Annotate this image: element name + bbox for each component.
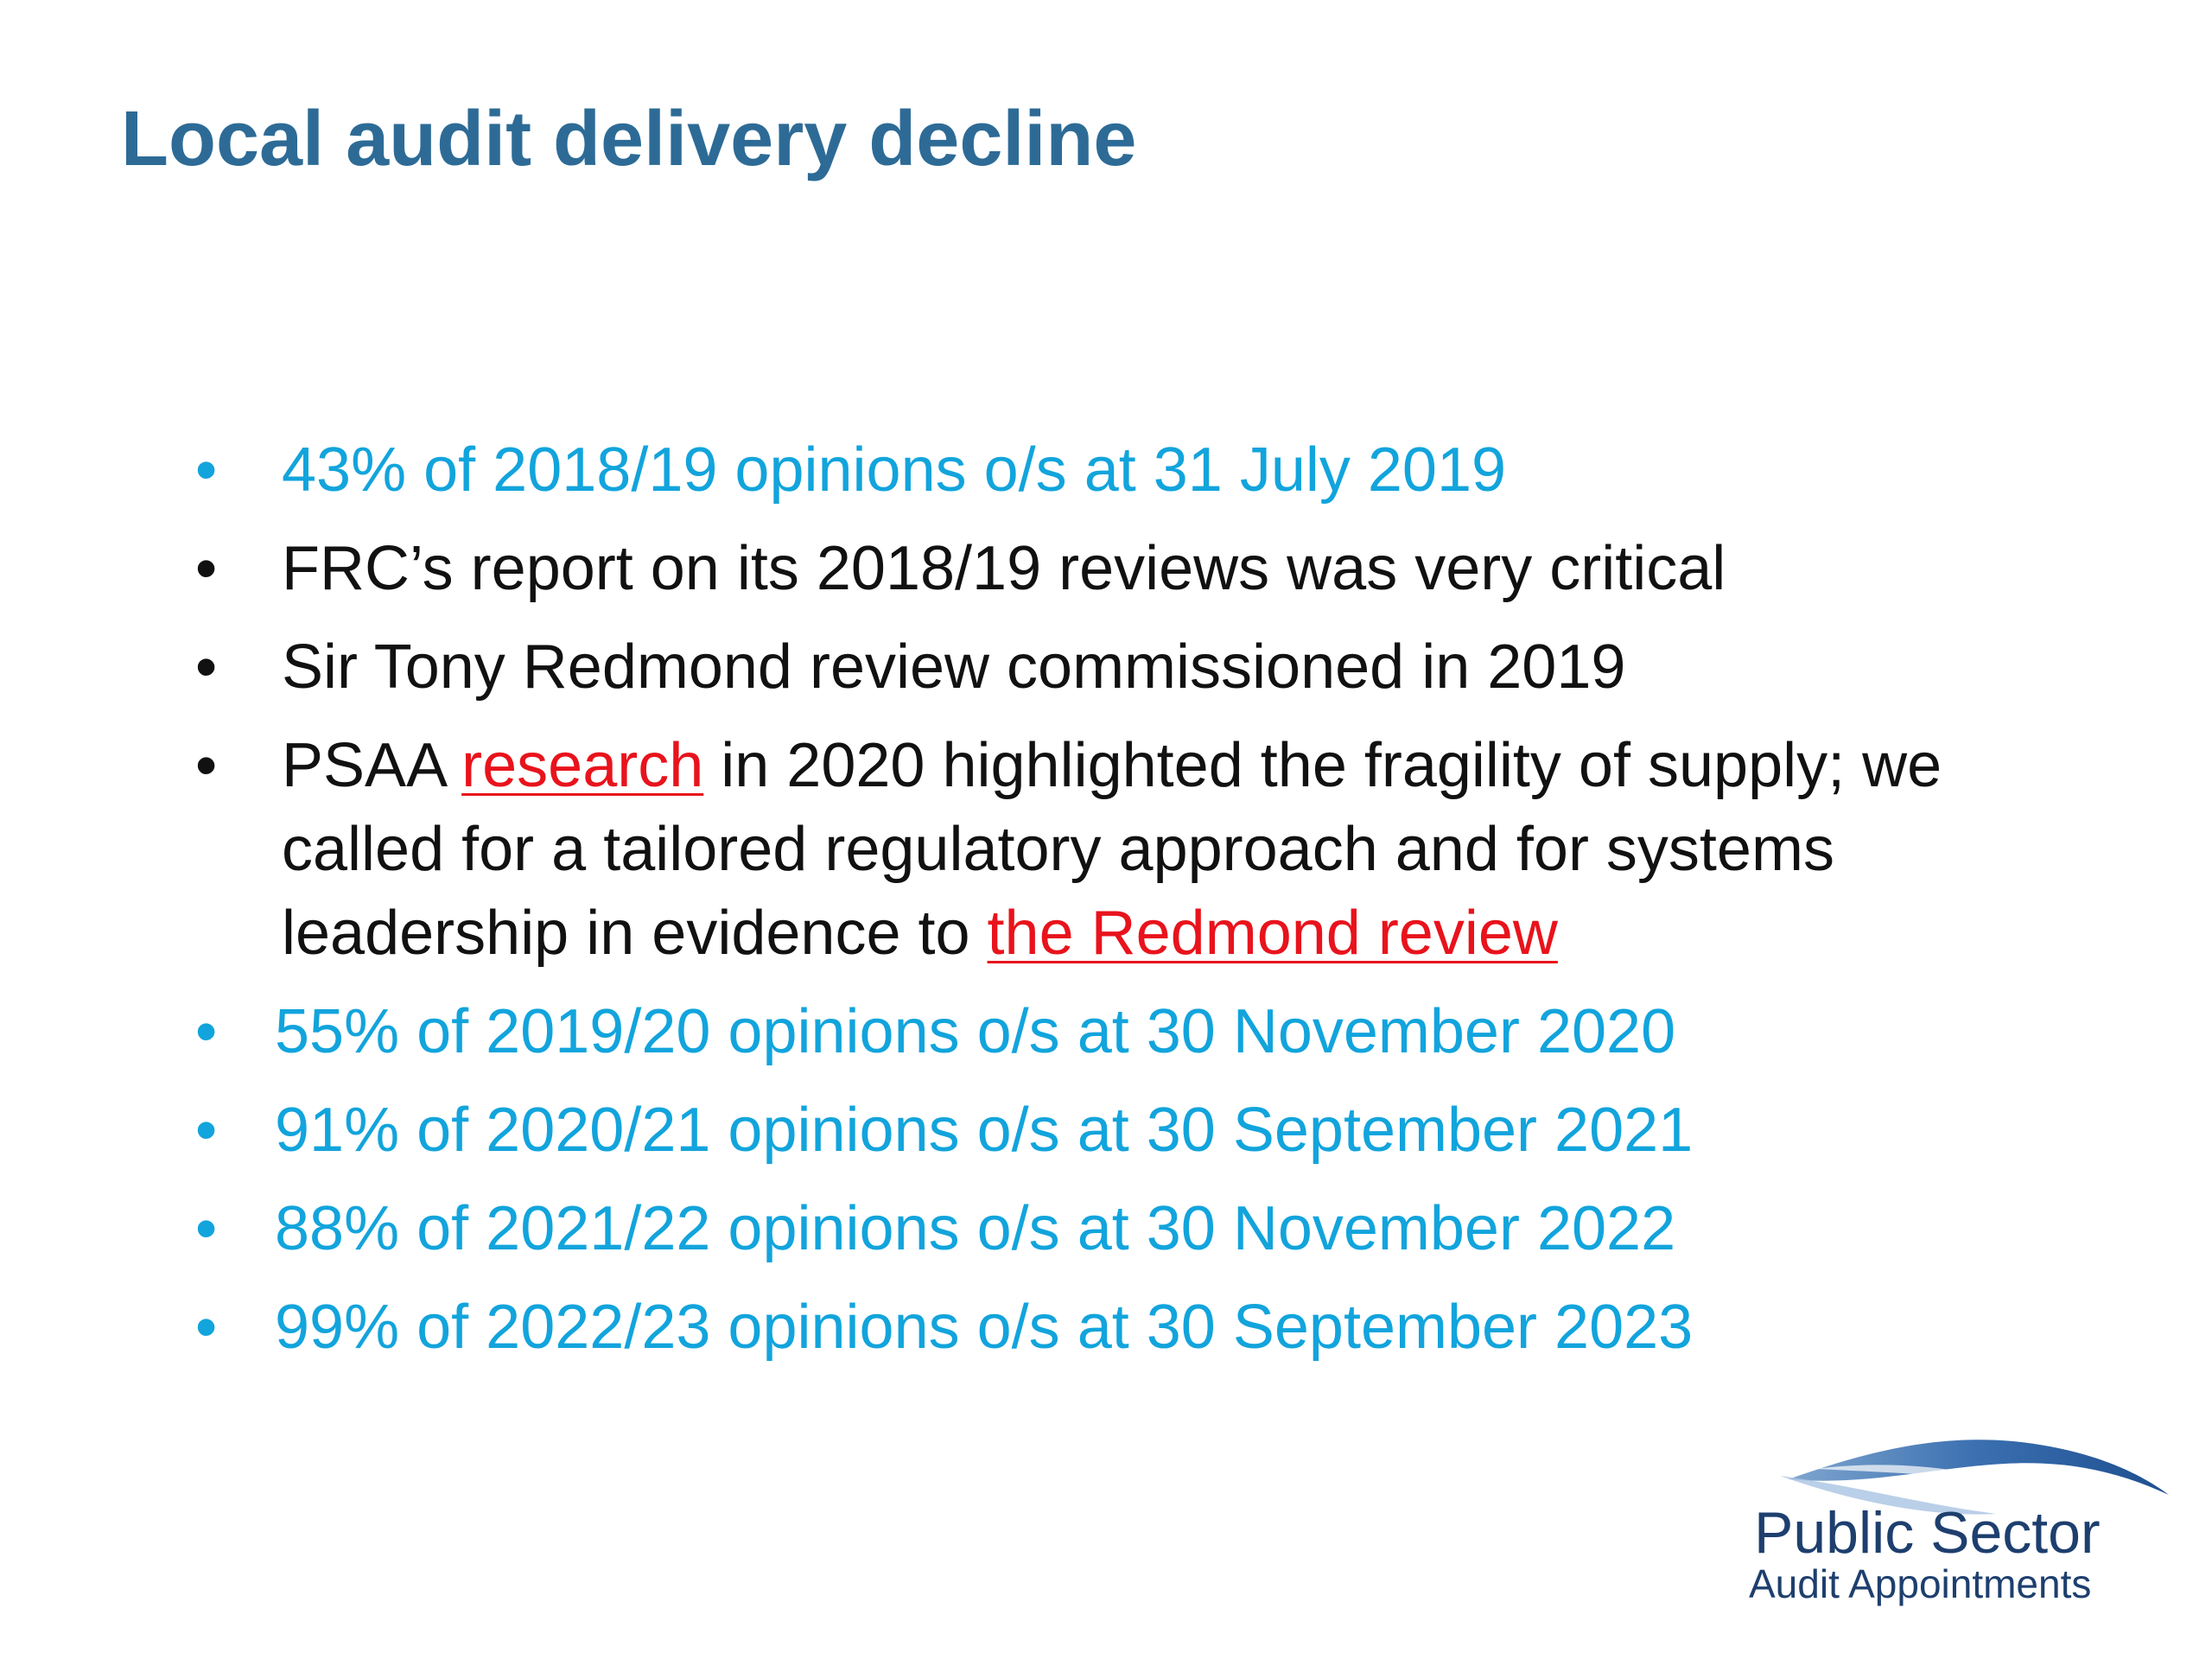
bullet-text: FRC’s report on its 2018/19 reviews was very critical [282, 534, 1726, 603]
slide-title: Local audit delivery decline [121, 96, 1137, 182]
bullet-marker: • [195, 1293, 218, 1362]
logo-line1: Public Sector [1754, 1500, 2101, 1566]
bullet-item-6 [0, 1089, 2212, 1173]
bullet-item-1 [0, 429, 2212, 512]
bullet-marker: • [195, 997, 218, 1066]
bullet-marker: • [195, 1194, 218, 1263]
bullet-marker: • [195, 1096, 218, 1165]
bullet-list [0, 429, 2212, 1384]
bullet-text-part: in 2020 highlighted the fragility of supply; we called for a tailored regulatory approach and for systems leadership in evidence to [282, 731, 1942, 968]
bullet-item-3 [0, 626, 2212, 709]
bullet-text: 55% of 2019/20 opinions o/s at 30 November 2020 [275, 997, 1676, 1066]
bullet-text [282, 724, 2018, 976]
bullet-text: 91% of 2020/21 opinions o/s at 30 September 2021 [275, 1096, 1694, 1165]
bullet-text: 43% of 2018/19 opinions o/s at 31 July 2019 [282, 435, 1507, 505]
bullet-item-8 [0, 1286, 2212, 1370]
bullet-item-7 [0, 1187, 2212, 1271]
psaa-logo [1737, 1434, 2186, 1607]
bullet-item-5 [0, 990, 2212, 1074]
bullet-text-part: PSAA [282, 731, 462, 800]
bullet-text: 99% of 2022/23 opinions o/s at 30 September 2023 [275, 1293, 1694, 1362]
bullet-item-2 [0, 527, 2212, 611]
bullet-text: 88% of 2021/22 opinions o/s at 30 November 2022 [275, 1194, 1676, 1263]
bullet-text: Sir Tony Redmond review commissioned in 2019 [282, 632, 1626, 702]
bullet-marker: • [195, 435, 218, 505]
bullet-item-4 [0, 724, 2212, 976]
redmond-review-link[interactable]: the Redmond review [987, 899, 1558, 968]
research-link[interactable]: research [461, 731, 704, 800]
bullet-marker: • [195, 632, 218, 702]
logo-line2: Audit Appointments [1749, 1561, 2092, 1606]
bullet-marker: • [195, 534, 218, 603]
bullet-marker: • [195, 731, 218, 800]
